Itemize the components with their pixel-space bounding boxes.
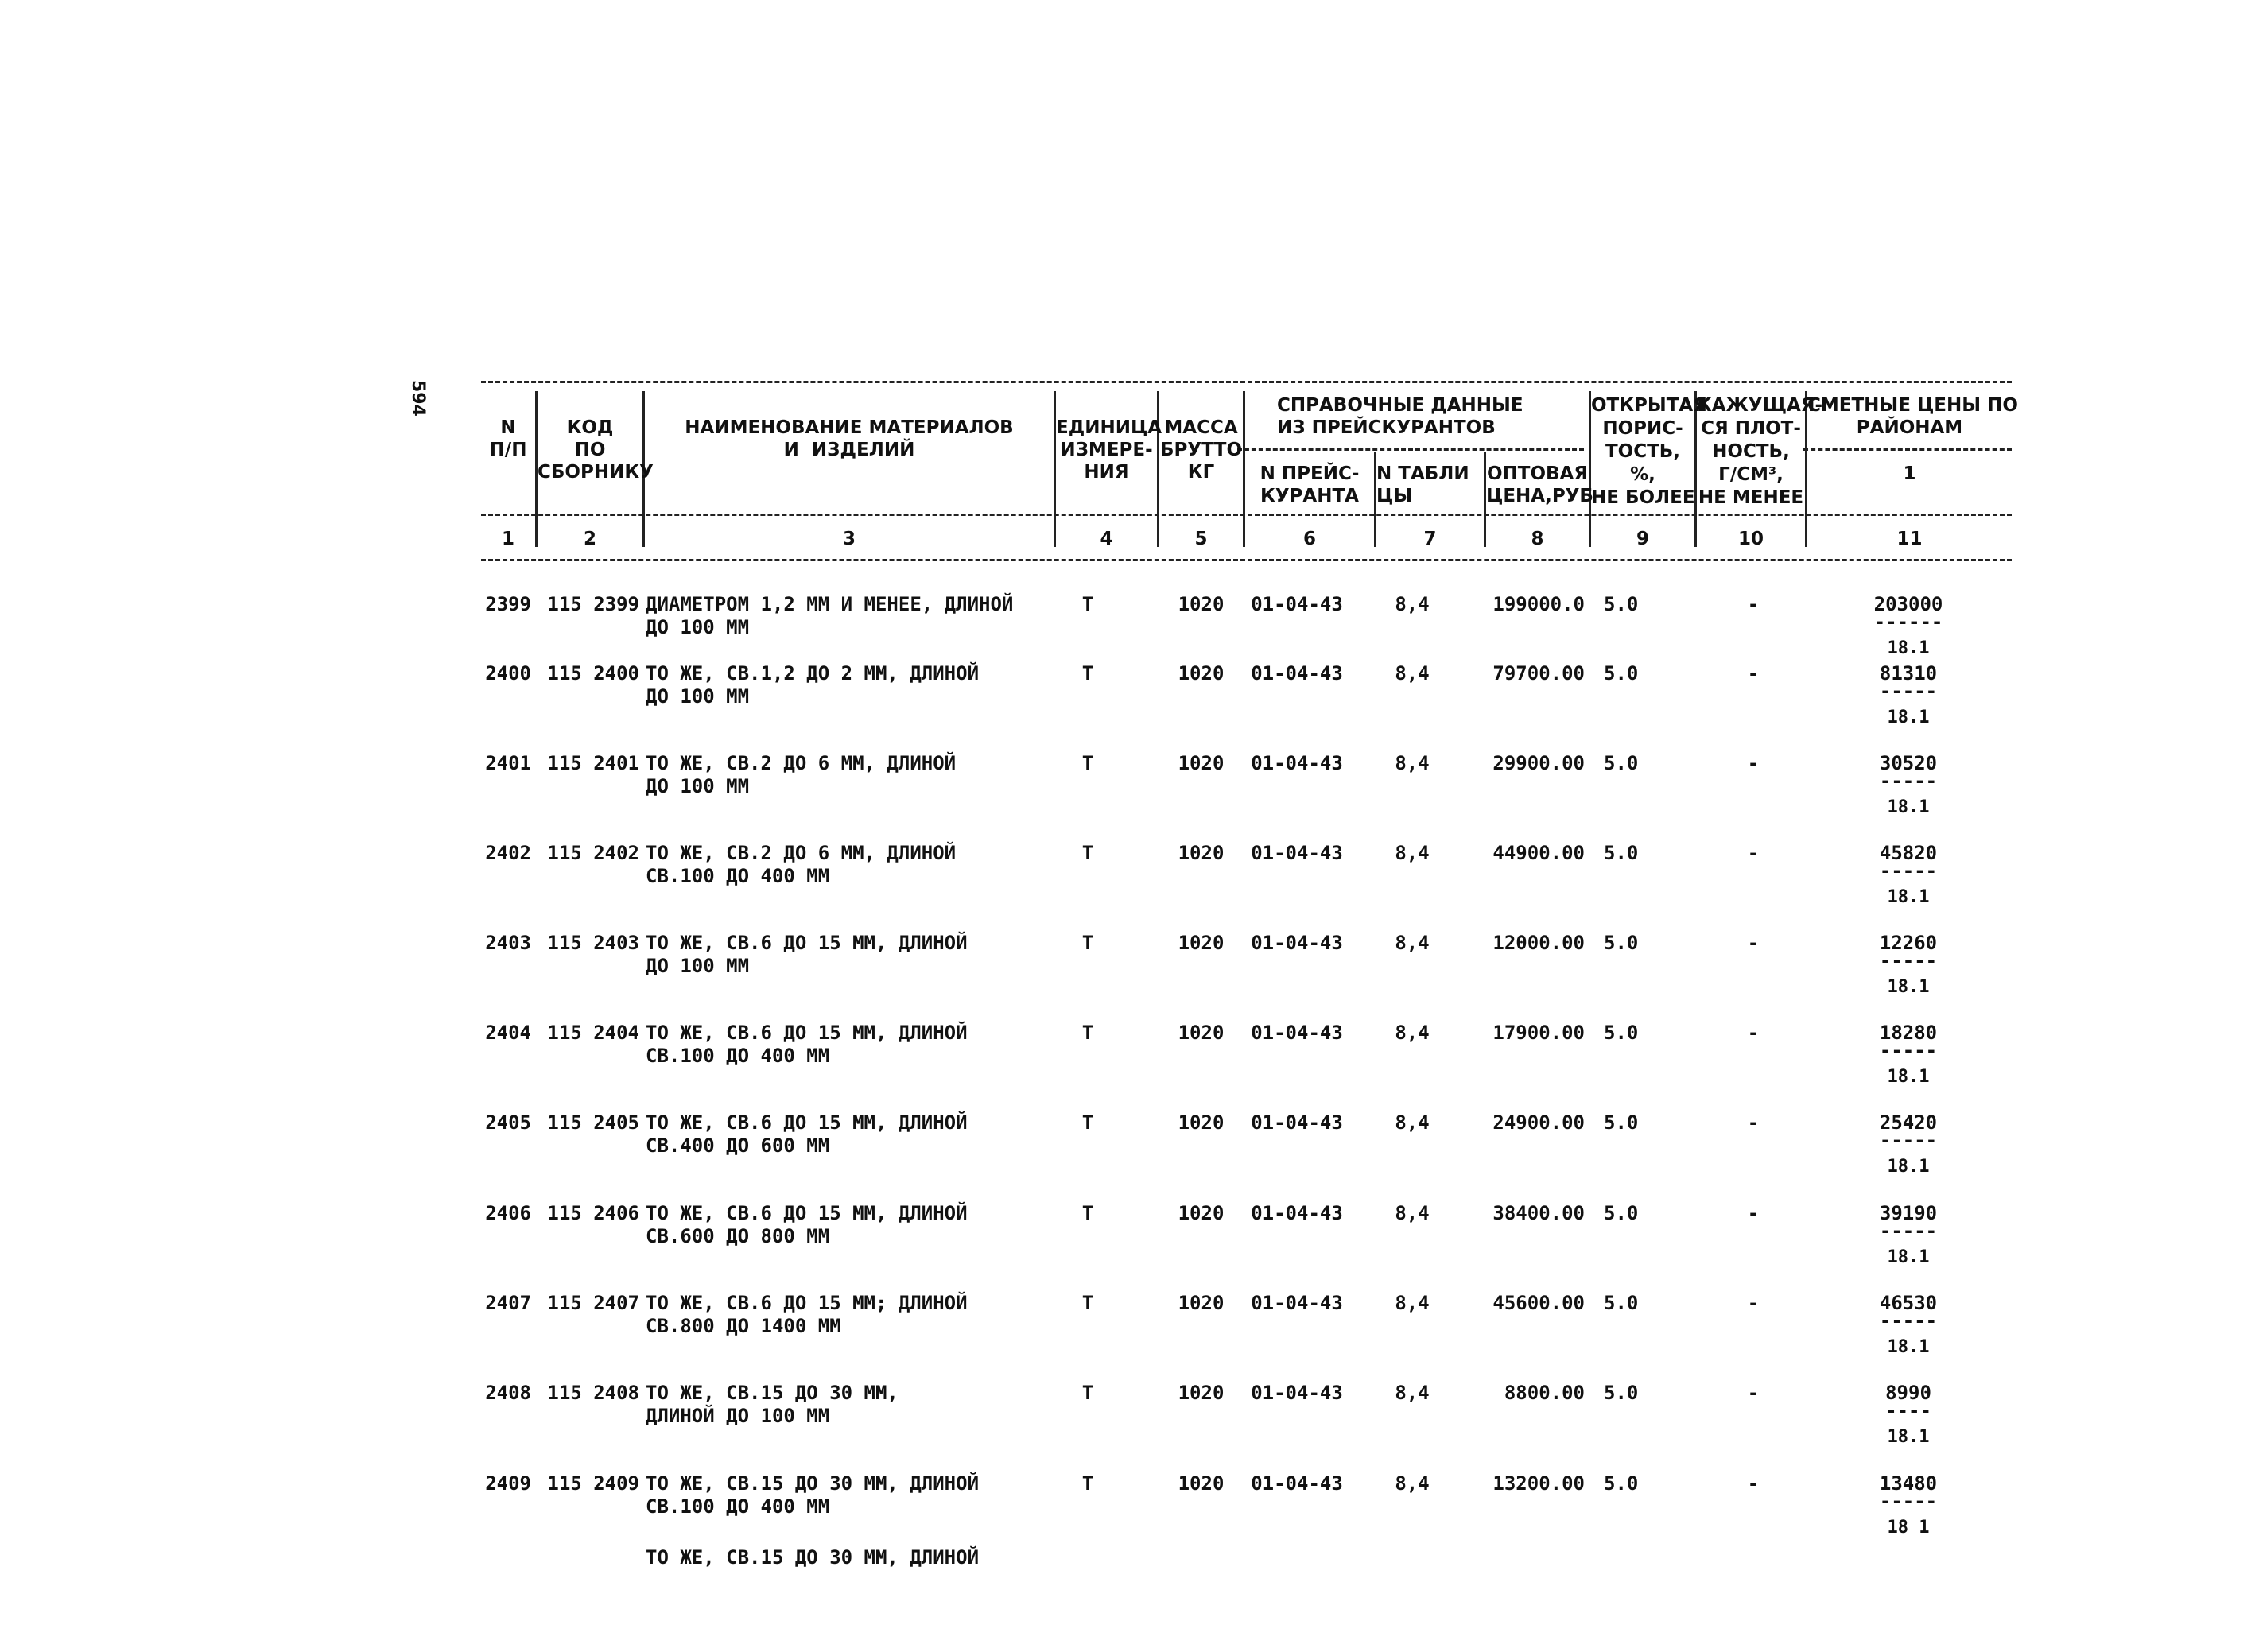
row-name-line1: ТО ЖЕ, СВ.6 ДО 15 ММ, ДЛИНОЙ xyxy=(646,1022,968,1044)
row-wholesale: 45600.00 xyxy=(1492,1292,1585,1314)
row-number: 2409 xyxy=(485,1472,531,1495)
row-density: - xyxy=(1747,1202,1760,1224)
row-number: 2406 xyxy=(485,1202,531,1224)
row-estimate-divider: ----- xyxy=(1879,1309,1938,1332)
header-col8: ОПТОВАЯ ЦЕНА,РУБ xyxy=(1486,463,1593,506)
row-coefficient: 18.1 xyxy=(1887,638,1930,658)
row-name-line2: СВ.100 ДО 400 ММ xyxy=(646,1045,830,1067)
colnum-10: 10 xyxy=(1737,529,1764,549)
row-unit: Т xyxy=(1081,1472,1094,1495)
row-unit: Т xyxy=(1081,1022,1094,1044)
row-wholesale: 79700.00 xyxy=(1492,662,1585,684)
row-estimate-divider: ----- xyxy=(1879,770,1938,792)
row-estimate-divider: ----- xyxy=(1879,1039,1938,1061)
row-name-line2: ДО 100 ММ xyxy=(646,685,750,708)
row-name-line1: ТО ЖЕ, СВ.6 ДО 15 ММ, ДЛИНОЙ xyxy=(646,1111,968,1134)
row-price-list: 01-04-43 xyxy=(1251,593,1343,615)
row-code: 115 2406 xyxy=(547,1202,639,1224)
row-porosity: 5.0 xyxy=(1604,662,1639,684)
row-estimate: 203000 xyxy=(1873,593,1943,615)
row-wholesale: 29900.00 xyxy=(1492,752,1585,774)
row-price-list: 01-04-43 xyxy=(1251,662,1343,684)
row-coefficient: 18.1 xyxy=(1887,1427,1930,1447)
row-porosity: 5.0 xyxy=(1604,932,1639,954)
row-name-line2: ДО 100 ММ xyxy=(646,616,750,638)
colnum-5: 5 xyxy=(1194,529,1208,549)
row-name-line1: ТО ЖЕ, СВ.1,2 ДО 2 ММ, ДЛИНОЙ xyxy=(646,662,980,684)
row-code: 115 2405 xyxy=(547,1111,639,1134)
row-code: 115 2409 xyxy=(547,1472,639,1495)
colnum-9: 9 xyxy=(1636,529,1649,549)
row-table: 8,4 xyxy=(1395,1472,1430,1495)
row-coefficient: 18.1 xyxy=(1887,887,1930,907)
row-unit: Т xyxy=(1081,842,1094,864)
row-porosity: 5.0 xyxy=(1604,752,1639,774)
row-table: 8,4 xyxy=(1395,752,1430,774)
row-code: 115 2400 xyxy=(547,662,639,684)
row-name-line1: ТО ЖЕ, СВ.6 ДО 15 ММ, ДЛИНОЙ xyxy=(646,932,968,954)
row-estimate: 18280 xyxy=(1879,1022,1938,1044)
row-number: 2400 xyxy=(485,662,531,684)
row-coefficient: 18.1 xyxy=(1887,1247,1930,1267)
header-col1: N П/П xyxy=(489,417,527,460)
row-name-line2: СВ.600 ДО 800 ММ xyxy=(646,1225,830,1247)
header-col7: N ТАБЛИ ЦЫ xyxy=(1376,463,1469,506)
row-wholesale: 44900.00 xyxy=(1492,842,1585,864)
row-wholesale: 199000.0 xyxy=(1492,593,1585,615)
row-estimate: 30520 xyxy=(1879,752,1938,774)
row-coefficient: 18.1 xyxy=(1887,977,1930,997)
row-wholesale: 24900.00 xyxy=(1492,1111,1585,1134)
row-porosity: 5.0 xyxy=(1604,842,1639,864)
row-estimate: 39190 xyxy=(1879,1202,1938,1224)
row-estimate: 25420 xyxy=(1879,1111,1938,1134)
row-unit: Т xyxy=(1081,593,1094,615)
row-table: 8,4 xyxy=(1395,932,1430,954)
row-unit: Т xyxy=(1081,1202,1094,1224)
row-number: 2407 xyxy=(485,1292,531,1314)
row-name-line1: ДИАМЕТРОМ 1,2 ММ И МЕНЕЕ, ДЛИНОЙ xyxy=(646,593,1014,615)
row-estimate-divider: ------ xyxy=(1873,611,1943,633)
row-table: 8,4 xyxy=(1395,662,1430,684)
colnum-1: 1 xyxy=(501,529,514,549)
header-col2: КОД ПО СБОРНИКУ xyxy=(538,417,654,483)
row-coefficient: 18.1 xyxy=(1887,1157,1930,1177)
colnum-2: 2 xyxy=(583,529,596,549)
row-density: - xyxy=(1747,1382,1760,1404)
row-porosity: 5.0 xyxy=(1604,1111,1639,1134)
row-porosity: 5.0 xyxy=(1604,1292,1639,1314)
row-mass: 1020 xyxy=(1178,1472,1225,1495)
row-unit: Т xyxy=(1081,932,1094,954)
colnum-11: 11 xyxy=(1896,529,1923,549)
row-estimate-divider: ----- xyxy=(1879,680,1938,702)
row-table: 8,4 xyxy=(1395,1202,1430,1224)
row-estimate-divider: ---- xyxy=(1885,1399,1931,1421)
row-name-line1: ТО ЖЕ, СВ.15 ДО 30 ММ, ДЛИНОЙ xyxy=(646,1472,980,1495)
header-col6: N ПРЕЙС- КУРАНТА xyxy=(1260,463,1360,506)
row-code: 115 2402 xyxy=(547,842,639,864)
row-price-list: 01-04-43 xyxy=(1251,1472,1343,1495)
trailing-line: ТО ЖЕ, СВ.15 ДО 30 ММ, ДЛИНОЙ xyxy=(646,1546,980,1569)
row-number: 2401 xyxy=(485,752,531,774)
row-porosity: 5.0 xyxy=(1604,1472,1639,1495)
row-mass: 1020 xyxy=(1178,1382,1225,1404)
row-table: 8,4 xyxy=(1395,842,1430,864)
row-estimate-divider: ----- xyxy=(1879,1129,1938,1151)
row-coefficient: 18.1 xyxy=(1887,797,1930,817)
row-mass: 1020 xyxy=(1178,932,1225,954)
row-name-line1: ТО ЖЕ, СВ.15 ДО 30 ММ, xyxy=(646,1382,899,1404)
row-density: - xyxy=(1747,1292,1760,1314)
row-price-list: 01-04-43 xyxy=(1251,1111,1343,1134)
row-estimate-divider: ----- xyxy=(1879,949,1938,971)
row-name-line2: СВ.800 ДО 1400 ММ xyxy=(646,1315,841,1337)
row-table: 8,4 xyxy=(1395,1382,1430,1404)
header-bottom-rule xyxy=(481,559,2012,561)
row-estimate: 81310 xyxy=(1879,662,1938,684)
row-wholesale: 8800.00 xyxy=(1504,1382,1585,1404)
row-price-list: 01-04-43 xyxy=(1251,1022,1343,1044)
row-name-line1: ТО ЖЕ, СВ.6 ДО 15 ММ, ДЛИНОЙ xyxy=(646,1202,968,1224)
row-estimate: 8990 xyxy=(1885,1382,1931,1404)
row-mass: 1020 xyxy=(1178,1202,1225,1224)
row-coefficient: 18.1 xyxy=(1887,1337,1930,1357)
page-number: 594 xyxy=(408,380,428,417)
row-name-line2: СВ.100 ДО 400 ММ xyxy=(646,1495,830,1518)
row-mass: 1020 xyxy=(1178,842,1225,864)
row-number: 2402 xyxy=(485,842,531,864)
row-price-list: 01-04-43 xyxy=(1251,1382,1343,1404)
row-mass: 1020 xyxy=(1178,1111,1225,1134)
row-mass: 1020 xyxy=(1178,662,1225,684)
row-name-line2: СВ.100 ДО 400 ММ xyxy=(646,865,830,887)
group-sub-rule xyxy=(1237,448,1584,451)
row-estimate: 45820 xyxy=(1879,842,1938,864)
row-unit: Т xyxy=(1081,1111,1094,1134)
row-unit: Т xyxy=(1081,752,1094,774)
row-density: - xyxy=(1747,842,1760,864)
row-number: 2404 xyxy=(485,1022,531,1044)
row-estimate: 13480 xyxy=(1879,1472,1938,1495)
row-code: 115 2404 xyxy=(547,1022,639,1044)
row-mass: 1020 xyxy=(1178,752,1225,774)
row-table: 8,4 xyxy=(1395,1022,1430,1044)
header-col11: СМЕТНЫЕ ЦЕНЫ ПО РАЙОНАМ xyxy=(1807,395,2018,438)
row-wholesale: 38400.00 xyxy=(1492,1202,1585,1224)
row-table: 8,4 xyxy=(1395,593,1430,615)
row-unit: Т xyxy=(1081,1382,1094,1404)
row-code: 115 2408 xyxy=(547,1382,639,1404)
row-density: - xyxy=(1747,1022,1760,1044)
row-code: 115 2399 xyxy=(547,593,639,615)
row-name-line2: ДО 100 ММ xyxy=(646,955,750,977)
row-porosity: 5.0 xyxy=(1604,1202,1639,1224)
header-col5: МАССА БРУТТО КГ xyxy=(1159,417,1243,483)
row-wholesale: 13200.00 xyxy=(1492,1472,1585,1495)
row-coefficient: 18.1 xyxy=(1887,708,1930,727)
row-mass: 1020 xyxy=(1178,1022,1225,1044)
row-mass: 1020 xyxy=(1178,593,1225,615)
header-col9: ОТКРЫТАЯ ПОРИС- ТОСТЬ, %, НЕ БОЛЕЕ xyxy=(1591,395,1707,508)
row-unit: Т xyxy=(1081,662,1094,684)
row-price-list: 01-04-43 xyxy=(1251,752,1343,774)
row-number: 2405 xyxy=(485,1111,531,1134)
row-name-line1: ТО ЖЕ, СВ.2 ДО 6 ММ, ДЛИНОЙ xyxy=(646,752,957,774)
header-col3: НАИМЕНОВАНИЕ МАТЕРИАЛОВ И ИЗДЕЛИЙ xyxy=(685,417,1014,460)
row-estimate: 12260 xyxy=(1879,932,1938,954)
header-mid-rule xyxy=(481,514,2012,516)
col11-sub-rule xyxy=(1803,448,2012,451)
row-price-list: 01-04-43 xyxy=(1251,932,1343,954)
row-name-line2: СВ.400 ДО 600 ММ xyxy=(646,1134,830,1157)
row-table: 8,4 xyxy=(1395,1111,1430,1134)
row-coefficient: 18 1 xyxy=(1887,1518,1930,1538)
colnum-4: 4 xyxy=(1100,529,1113,549)
row-porosity: 5.0 xyxy=(1604,1382,1639,1404)
row-number: 2403 xyxy=(485,932,531,954)
header-col10: КАЖУЩАЯ- СЯ ПЛОТ- НОСТЬ, Г/СМ³, НЕ МЕНЕЕ xyxy=(1697,395,1823,508)
row-code: 115 2401 xyxy=(547,752,639,774)
row-unit: Т xyxy=(1081,1292,1094,1314)
row-name-line1: ТО ЖЕ, СВ.6 ДО 15 ММ; ДЛИНОЙ xyxy=(646,1292,968,1314)
row-mass: 1020 xyxy=(1178,1292,1225,1314)
row-density: - xyxy=(1747,752,1760,774)
row-wholesale: 12000.00 xyxy=(1492,932,1585,954)
header-col11-sub: 1 xyxy=(1903,463,1916,484)
header-top-rule xyxy=(481,381,2012,383)
header-col4: ЕДИНИЦА ИЗМЕРЕ- НИЯ xyxy=(1056,417,1162,483)
row-number: 2408 xyxy=(485,1382,531,1404)
row-price-list: 01-04-43 xyxy=(1251,1292,1343,1314)
row-name-line2: ДО 100 ММ xyxy=(646,775,750,797)
row-density: - xyxy=(1747,593,1760,615)
colnum-3: 3 xyxy=(842,529,856,549)
row-porosity: 5.0 xyxy=(1604,593,1639,615)
row-number: 2399 xyxy=(485,593,531,615)
row-wholesale: 17900.00 xyxy=(1492,1022,1585,1044)
header-group-6-8: СПРАВОЧНЫЕ ДАННЫЕ ИЗ ПРЕЙСКУРАНТОВ xyxy=(1277,395,1523,438)
row-density: - xyxy=(1747,932,1760,954)
row-estimate-divider: ----- xyxy=(1879,859,1938,882)
colnum-6: 6 xyxy=(1302,529,1316,549)
row-code: 115 2407 xyxy=(547,1292,639,1314)
row-estimate-divider: ----- xyxy=(1879,1490,1938,1512)
row-table: 8,4 xyxy=(1395,1292,1430,1314)
row-density: - xyxy=(1747,662,1760,684)
row-porosity: 5.0 xyxy=(1604,1022,1639,1044)
row-density: - xyxy=(1747,1472,1760,1495)
row-name-line1: ТО ЖЕ, СВ.2 ДО 6 ММ, ДЛИНОЙ xyxy=(646,842,957,864)
row-estimate-divider: ----- xyxy=(1879,1220,1938,1242)
colnum-8: 8 xyxy=(1531,529,1544,549)
colnum-7: 7 xyxy=(1423,529,1437,549)
row-name-line2: ДЛИНОЙ ДО 100 ММ xyxy=(646,1405,830,1427)
row-estimate: 46530 xyxy=(1879,1292,1938,1314)
row-coefficient: 18.1 xyxy=(1887,1067,1930,1087)
row-code: 115 2403 xyxy=(547,932,639,954)
row-price-list: 01-04-43 xyxy=(1251,842,1343,864)
row-price-list: 01-04-43 xyxy=(1251,1202,1343,1224)
row-density: - xyxy=(1747,1111,1760,1134)
